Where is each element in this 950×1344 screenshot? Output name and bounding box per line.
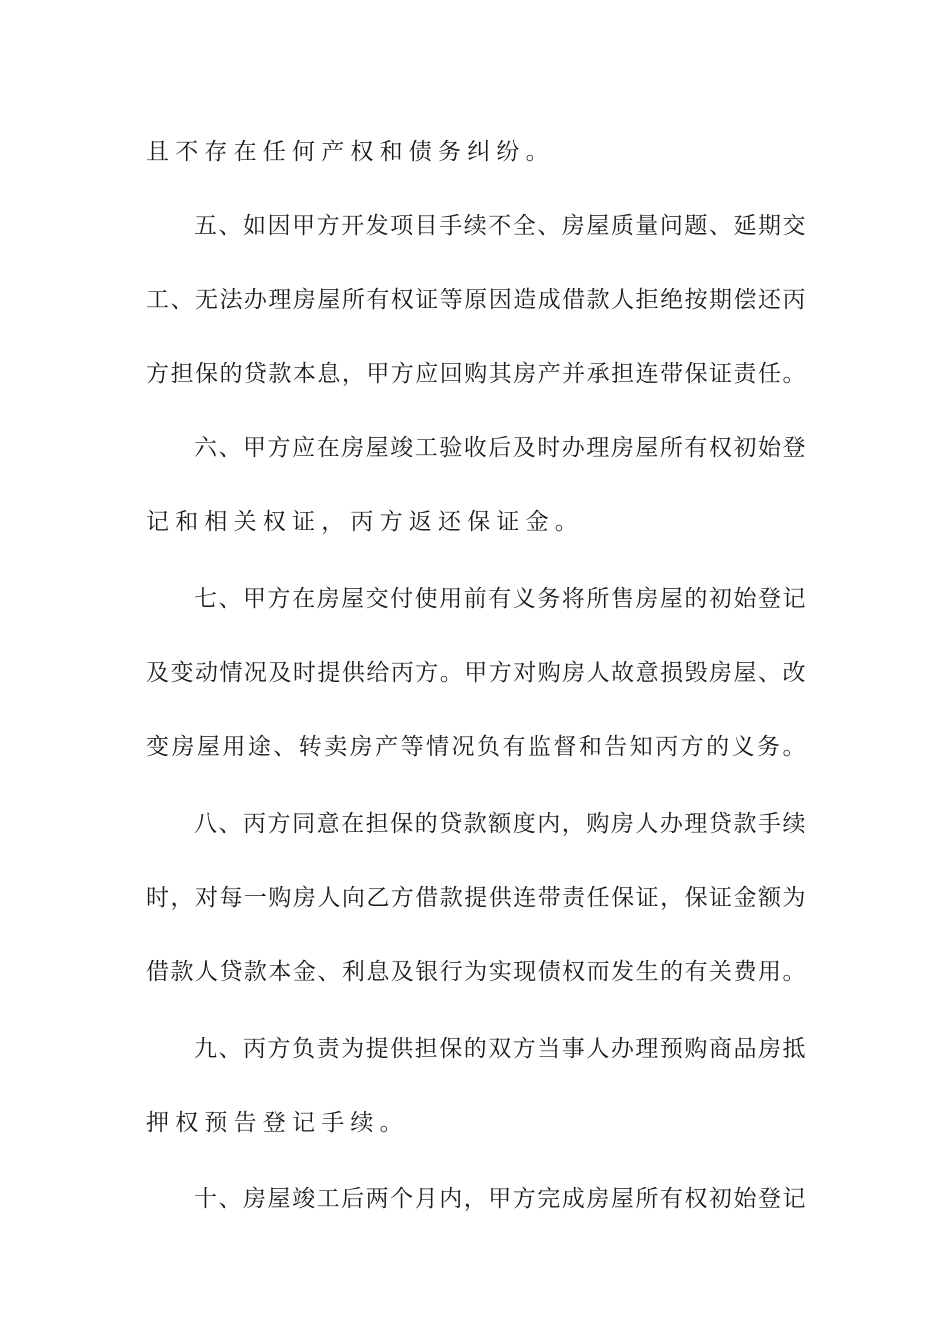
text-line: 九、丙方负责为提供担保的双方当事人办理预购商品房抵 <box>194 1036 806 1062</box>
text-line: 工、无法办理房屋所有权证等原因造成借款人拒绝按期偿还丙 <box>146 287 806 313</box>
text-line: 八、丙方同意在担保的贷款额度内，购房人办理贷款手续 <box>194 811 806 837</box>
text-line: 及变动情况及时提供给丙方。甲方对购房人故意损毁房屋、改 <box>146 660 806 686</box>
text-line: 借款人贷款本金、利息及银行为实现债权而发生的有关费用。 <box>146 959 806 985</box>
text-line: 五、如因甲方开发项目手续不全、房屋质量问题、延期交 <box>194 213 806 239</box>
text-line: 七、甲方在房屋交付使用前有义务将所售房屋的初始登记 <box>194 586 806 612</box>
text-line: 且不存在任何产权和债务纠纷。 <box>146 139 555 165</box>
text-line: 六、甲方应在房屋竣工验收后及时办理房屋所有权初始登 <box>194 435 806 461</box>
text-line: 变房屋用途、转卖房产等情况负有监督和告知丙方的义务。 <box>146 734 806 760</box>
text-line: 押权预告登记手续。 <box>146 1110 409 1136</box>
text-line: 时，对每一购房人向乙方借款提供连带责任保证，保证金额为 <box>146 885 806 911</box>
text-line: 记和相关权证，丙方返还保证金。 <box>146 509 584 535</box>
text-line: 十、房屋竣工后两个月内，甲方完成房屋所有权初始登记 <box>194 1186 806 1212</box>
text-line: 方担保的贷款本息，甲方应回购其房产并承担连带保证责任。 <box>146 361 806 387</box>
